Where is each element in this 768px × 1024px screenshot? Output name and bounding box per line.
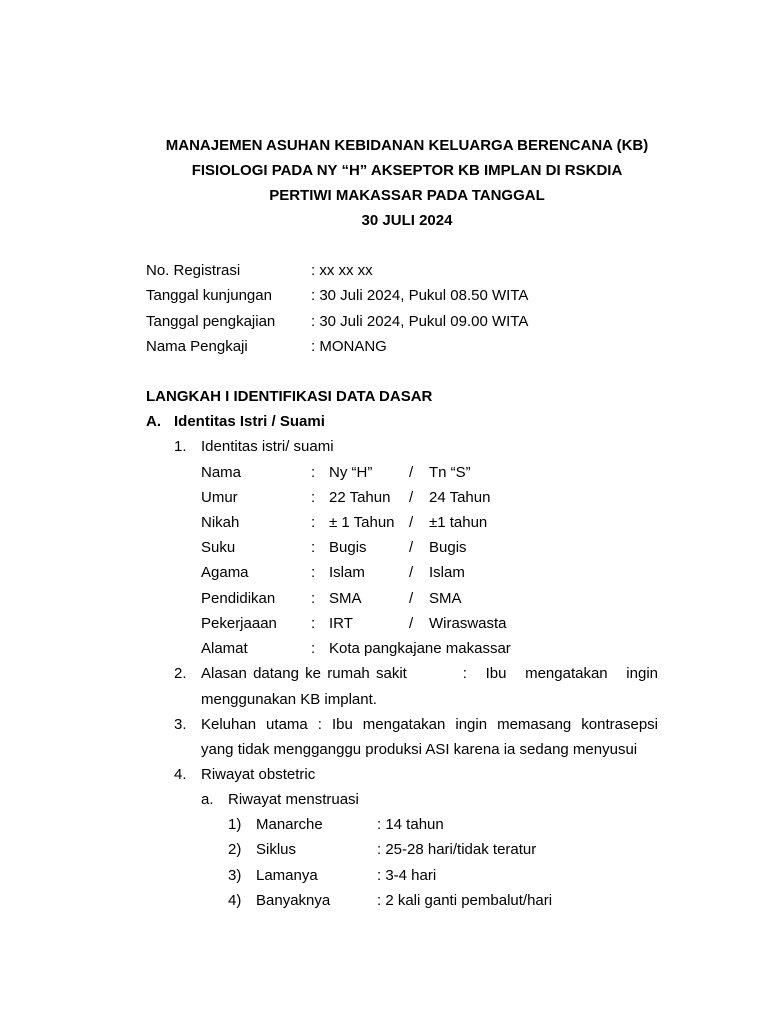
identity-slash: /	[409, 590, 414, 607]
alamat-colon: :	[311, 640, 316, 657]
identity-slash: /	[409, 615, 414, 632]
item2-line2: menggunakan KB implant.	[201, 691, 377, 708]
list-marker: 4.	[174, 766, 187, 783]
menstruasi-label: Banyaknya	[256, 892, 331, 909]
identity-slash: /	[409, 464, 414, 481]
item1-text: Identitas istri/ suami	[201, 438, 334, 455]
list-marker: 3)	[228, 867, 242, 884]
list-marker: 4)	[228, 892, 242, 909]
menstruasi-value: : 25-28 hari/tidak teratur	[377, 841, 537, 858]
identity-istri: ± 1 Tahun	[329, 514, 395, 531]
menstruasi-value: : 2 kali ganti pembalut/hari	[377, 892, 553, 909]
identity-slash: /	[409, 564, 414, 581]
info-value: : MONANG	[311, 338, 387, 355]
section-a-title: Identitas Istri / Suami	[174, 413, 325, 430]
identity-slash: /	[409, 514, 414, 531]
section-a-marker: A.	[146, 413, 161, 430]
identity-istri: IRT	[329, 615, 353, 632]
identity-label: Umur	[201, 489, 238, 506]
list-marker: a.	[201, 791, 214, 808]
info-label: Nama Pengkaji	[146, 338, 248, 355]
item3-line2: yang tidak mengganggu produksi ASI karena ia sedang menyusui	[201, 741, 638, 758]
identity-label: Nama	[201, 464, 242, 481]
info-value: : xx xx xx	[311, 262, 373, 279]
list-marker: 2)	[228, 841, 242, 858]
info-value: : 30 Juli 2024, Pukul 08.50 WITA	[311, 287, 529, 304]
identity-istri: Islam	[329, 564, 365, 581]
identity-label: Pekerjaaan	[201, 615, 277, 632]
identity-istri: Bugis	[329, 539, 367, 556]
identity-suami: Tn “S”	[429, 464, 471, 481]
identity-istri: SMA	[329, 590, 362, 607]
info-label: Tanggal pengkajian	[146, 313, 276, 330]
item4-text: Riwayat obstetric	[201, 766, 316, 783]
identity-suami: 24 Tahun	[429, 489, 491, 506]
list-marker: 1.	[174, 438, 187, 455]
info-label: No. Registrasi	[146, 262, 241, 279]
identity-label: Nikah	[201, 514, 240, 531]
identity-suami: ±1 tahun	[429, 514, 488, 531]
identity-istri: Ny “H”	[329, 464, 373, 481]
identity-label: Pendidikan	[201, 590, 276, 607]
title-line-4: 30 JULI 2024	[361, 212, 453, 229]
identity-colon: :	[311, 615, 316, 632]
identity-colon: :	[311, 539, 316, 556]
identity-istri: 22 Tahun	[329, 489, 391, 506]
menstruasi-value: : 14 tahun	[377, 816, 444, 833]
info-value: : 30 Juli 2024, Pukul 09.00 WITA	[311, 313, 529, 330]
list-marker: 2.	[174, 665, 187, 682]
menstruasi-label: Lamanya	[256, 867, 318, 884]
identity-suami: Islam	[429, 564, 465, 581]
alamat-label: Alamat	[201, 640, 248, 657]
title-line-3: PERTIWI MAKASSAR PADA TANGGAL	[269, 187, 545, 204]
menstruasi-label: Manarche	[256, 816, 323, 833]
identity-colon: :	[311, 590, 316, 607]
item2-line1: Alasan datang ke rumah sakit : Ibu mengatakan ingin	[201, 665, 658, 682]
menstruasi-value: : 3-4 hari	[377, 867, 437, 884]
identity-label: Suku	[201, 539, 236, 556]
title-line-2: FISIOLOGI PADA NY “H” AKSEPTOR KB IMPLAN DI RSKDIA	[191, 162, 623, 179]
step-heading: LANGKAH I IDENTIFIKASI DATA DASAR	[146, 388, 433, 405]
identity-colon: :	[311, 464, 316, 481]
identity-suami: SMA	[429, 590, 462, 607]
list-marker: 3.	[174, 716, 187, 733]
info-label: Tanggal kunjungan	[146, 287, 272, 304]
identity-slash: /	[409, 539, 414, 556]
menstruasi-label: Siklus	[256, 841, 297, 858]
identity-colon: :	[311, 489, 316, 506]
list-marker: 1)	[228, 816, 242, 833]
alamat-value: Kota pangkajane makassar	[329, 640, 511, 657]
title-line-1: MANAJEMEN ASUHAN KEBIDANAN KELUARGA BERENCANA (KB)	[165, 137, 649, 154]
identity-suami: Bugis	[429, 539, 467, 556]
identity-colon: :	[311, 564, 316, 581]
identity-slash: /	[409, 489, 414, 506]
identity-colon: :	[311, 514, 316, 531]
item4a-text: Riwayat menstruasi	[228, 791, 359, 808]
identity-label: Agama	[201, 564, 249, 581]
identity-suami: Wiraswasta	[429, 615, 507, 632]
item3-line1: Keluhan utama : Ibu mengatakan ingin memasang kontrasepsi	[201, 716, 658, 733]
